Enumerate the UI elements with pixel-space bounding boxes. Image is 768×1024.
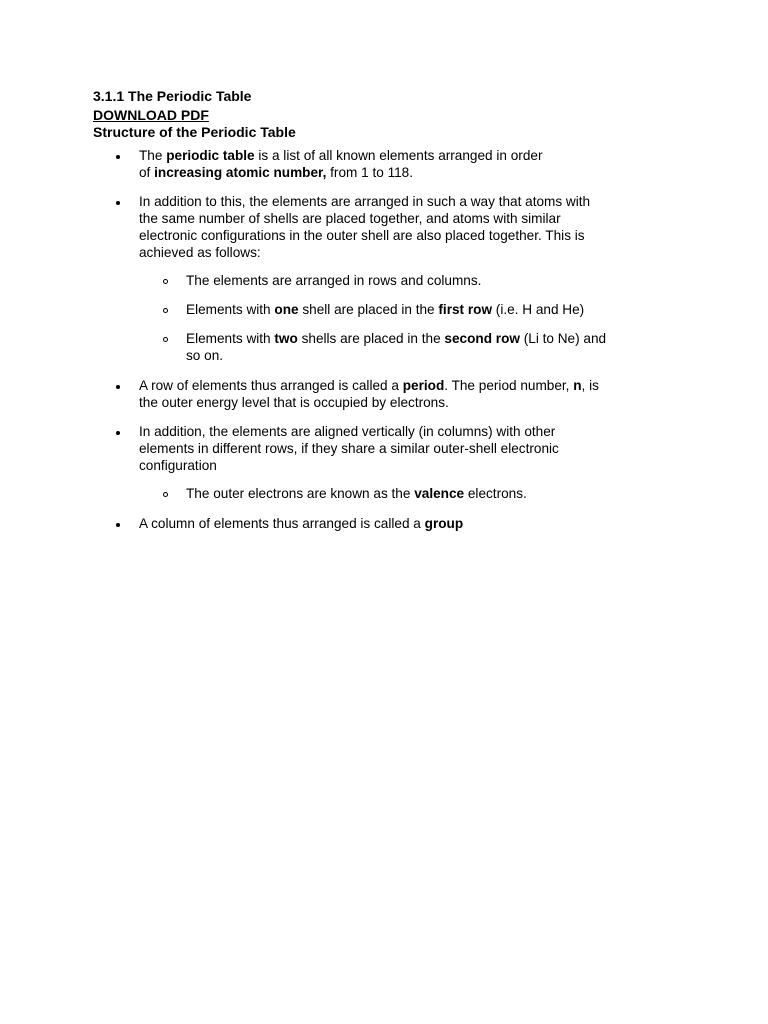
bold-term: period — [402, 378, 445, 393]
list-item-columns: In addition, the elements are aligned vertically (in columns) with other elements in different rows, if they share a similar outer-shell electronic configuration — [139, 424, 559, 473]
bullet-icon — [115, 199, 123, 207]
sub-item-second-row: Elements with two shells are placed in the second row (Li to Ne) and so on. — [186, 331, 607, 363]
circle-bullet-icon — [163, 336, 171, 344]
bold-term: one — [274, 302, 299, 317]
bold-term: group — [424, 516, 464, 531]
bullet-icon — [115, 521, 123, 529]
circle-bullet-icon — [163, 278, 171, 286]
list-item-period: A row of elements thus arranged is called a period. The period number, n, is the outer energy level that is occupied by electrons. — [139, 378, 599, 410]
bold-term: periodic table — [166, 148, 255, 163]
bold-term: increasing atomic number, — [154, 165, 327, 180]
list-item-arrangement: In addition to this, the elements are arranged in such a way that atoms with the same number of shells are placed together, and atoms with similar electronic configurations in the outer shell are also placed together. This is achieved as follows: — [139, 194, 591, 260]
circle-bullet-icon — [163, 307, 171, 315]
sub-item-valence: The outer electrons are known as the valence electrons. — [186, 486, 527, 501]
sub-item-first-row: Elements with one shell are placed in the first row (i.e. H and He) — [186, 302, 585, 317]
bullet-icon — [115, 429, 123, 437]
bold-term: valence — [414, 486, 465, 501]
bold-term: second row — [444, 331, 520, 346]
list-item-group: A column of elements thus arranged is called a group — [139, 516, 464, 531]
bold-term: first row — [438, 302, 493, 317]
page-title: 3.1.1 The Periodic Table — [93, 88, 252, 104]
section-heading: Structure of the Periodic Table — [93, 124, 296, 140]
circle-bullet-icon — [163, 491, 171, 499]
bullet-icon — [115, 383, 123, 391]
bullet-icon — [115, 153, 123, 161]
bold-term: n — [573, 378, 582, 393]
bold-term: two — [274, 331, 298, 346]
sub-item-rows-columns: The elements are arranged in rows and columns. — [186, 273, 482, 288]
download-pdf-link[interactable]: DOWNLOAD PDF — [93, 107, 209, 123]
list-item-periodic-table: The periodic table is a list of all known elements arranged in order of increasing atomic number, from 1 to 118. — [139, 148, 543, 180]
